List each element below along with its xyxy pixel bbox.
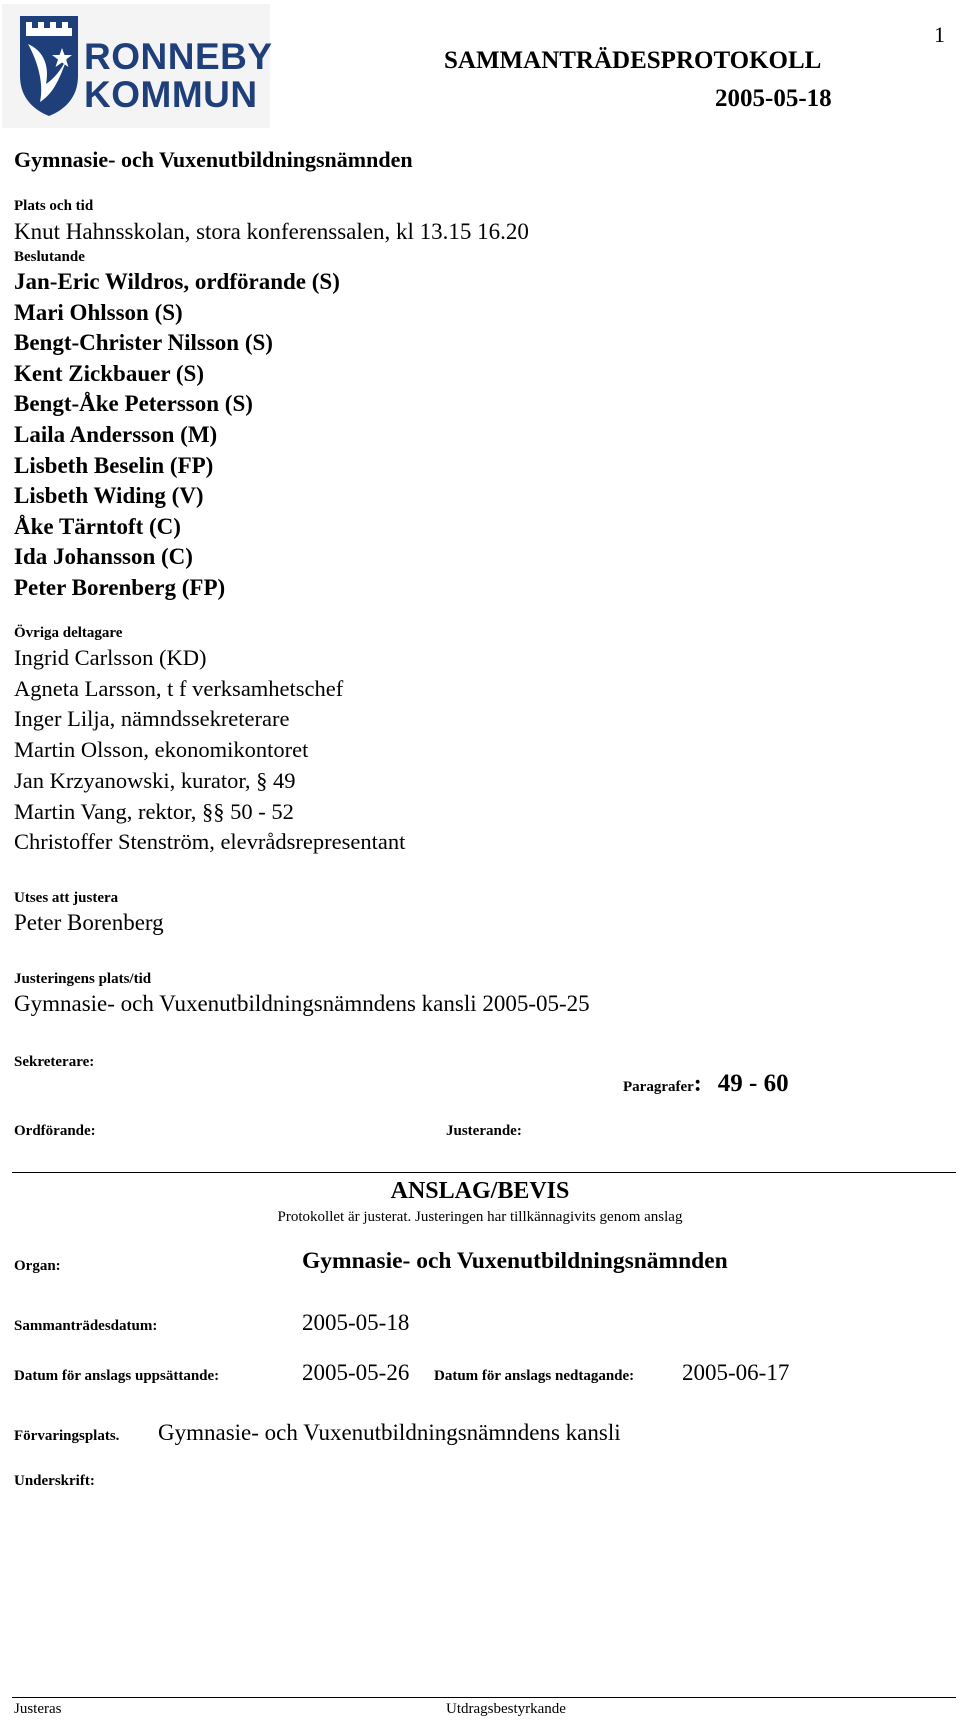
logo-text-kommun: KOMMUN xyxy=(84,74,258,115)
footer-utdragsbestyrkande: Utdragsbestyrkande xyxy=(446,1701,566,1717)
paragraphs-colon: : xyxy=(693,1071,702,1097)
section-divider xyxy=(12,1172,956,1173)
adjuster-value: Peter Borenberg xyxy=(14,910,164,935)
ronneby-kommun-logo xyxy=(2,4,273,128)
participant-item: Jan Krzyanowski, kurator, § 49 xyxy=(14,767,296,793)
storage-label: Förvaringsplats. xyxy=(14,1428,120,1444)
adjusting-label: Justerande: xyxy=(446,1123,522,1139)
storage-value: Gymnasie- och Vuxenutbildningsnämndens kansli xyxy=(158,1420,621,1445)
document-type: SAMMANTRÄDESPROTOKOLL xyxy=(444,47,822,74)
removal-date-label: Datum för anslags nedtagande: xyxy=(434,1368,635,1384)
member-item: Lisbeth Beselin (FP) xyxy=(14,452,214,478)
member-item: Jan-Eric Wildros, ordförande (S) xyxy=(14,269,340,294)
participant-item: Martin Vang, rektor, §§ 50 - 52 xyxy=(14,798,294,824)
removal-date-value: 2005-06-17 xyxy=(682,1360,790,1385)
member-item: Kent Zickbauer (S) xyxy=(14,360,204,386)
meeting-date-value: 2005-05-18 xyxy=(302,1310,410,1335)
paragraphs-block xyxy=(623,1070,789,1098)
member-item: Lisbeth Widing (V) xyxy=(14,483,204,509)
page-number: 1 xyxy=(934,22,945,47)
posting-date-value: 2005-05-26 xyxy=(302,1360,410,1385)
signature-label: Underskrift: xyxy=(14,1473,95,1489)
organ-value: Gymnasie- och Vuxenutbildningsnämnden xyxy=(302,1248,728,1274)
meeting-date-label: Sammanträdesdatum: xyxy=(14,1318,158,1334)
member-item: Bengt-Christer Nilsson (S) xyxy=(14,330,273,356)
chair-label: Ordförande: xyxy=(14,1123,96,1139)
member-item: Peter Borenberg (FP) xyxy=(14,574,226,600)
participant-item: Ingrid Carlsson (KD) xyxy=(14,645,207,670)
participant-item: Inger Lilja, nämndssekreterare xyxy=(14,706,290,732)
coat-of-arms-icon xyxy=(18,14,80,118)
other-participants-label: Övriga deltagare xyxy=(14,625,123,641)
decision-makers-label: Beslutande xyxy=(14,249,85,265)
notice-subtitle: Protokollet är justerat. Justeringen har tillkännagivits genom anslag xyxy=(277,1209,683,1225)
logo-text-ronneby: RONNEBY xyxy=(84,36,273,77)
committee-name: Gymnasie- och Vuxenutbildningsnämnden xyxy=(14,147,413,172)
participant-item: Martin Olsson, ekonomikontoret xyxy=(14,737,309,763)
adjuster-label: Utses att justera xyxy=(14,890,119,906)
member-item: Laila Andersson (M) xyxy=(14,421,218,447)
participant-item: Agneta Larsson, t f verksamhetschef xyxy=(14,675,344,701)
place-time-value: Knut Hahnsskolan, stora konferenssalen, kl 13.15 16.20 xyxy=(14,219,529,244)
member-item: Åke Tärntoft (C) xyxy=(14,513,181,539)
place-time-label: Plats och tid xyxy=(14,198,94,214)
footer-divider xyxy=(12,1697,956,1698)
participant-item: Christoffer Stenström, elevrådsrepresentant xyxy=(14,829,406,855)
organ-label: Organ: xyxy=(14,1258,61,1274)
paragraphs-label: Paragrafer xyxy=(623,1079,694,1095)
other-participants-list xyxy=(14,643,405,858)
adjustment-place-time-label: Justeringens plats/tid xyxy=(14,971,152,987)
decision-makers-list xyxy=(14,267,340,604)
adjustment-place-time-value: Gymnasie- och Vuxenutbildningsnämndens kansli 2005-05-25 xyxy=(14,991,590,1016)
member-item: Ida Johansson (C) xyxy=(14,544,193,570)
notice-title: ANSLAG/BEVIS xyxy=(390,1178,570,1204)
member-item: Bengt-Åke Petersson (S) xyxy=(14,391,253,417)
secretary-label: Sekreterare: xyxy=(14,1054,95,1070)
paragraphs-value: 49 - 60 xyxy=(717,1070,789,1097)
posting-date-label: Datum för anslags uppsättande: xyxy=(14,1368,220,1384)
footer-justeras: Justeras xyxy=(14,1701,62,1717)
member-item: Mari Ohlsson (S) xyxy=(14,299,183,325)
document-date: 2005-05-18 xyxy=(715,85,832,112)
